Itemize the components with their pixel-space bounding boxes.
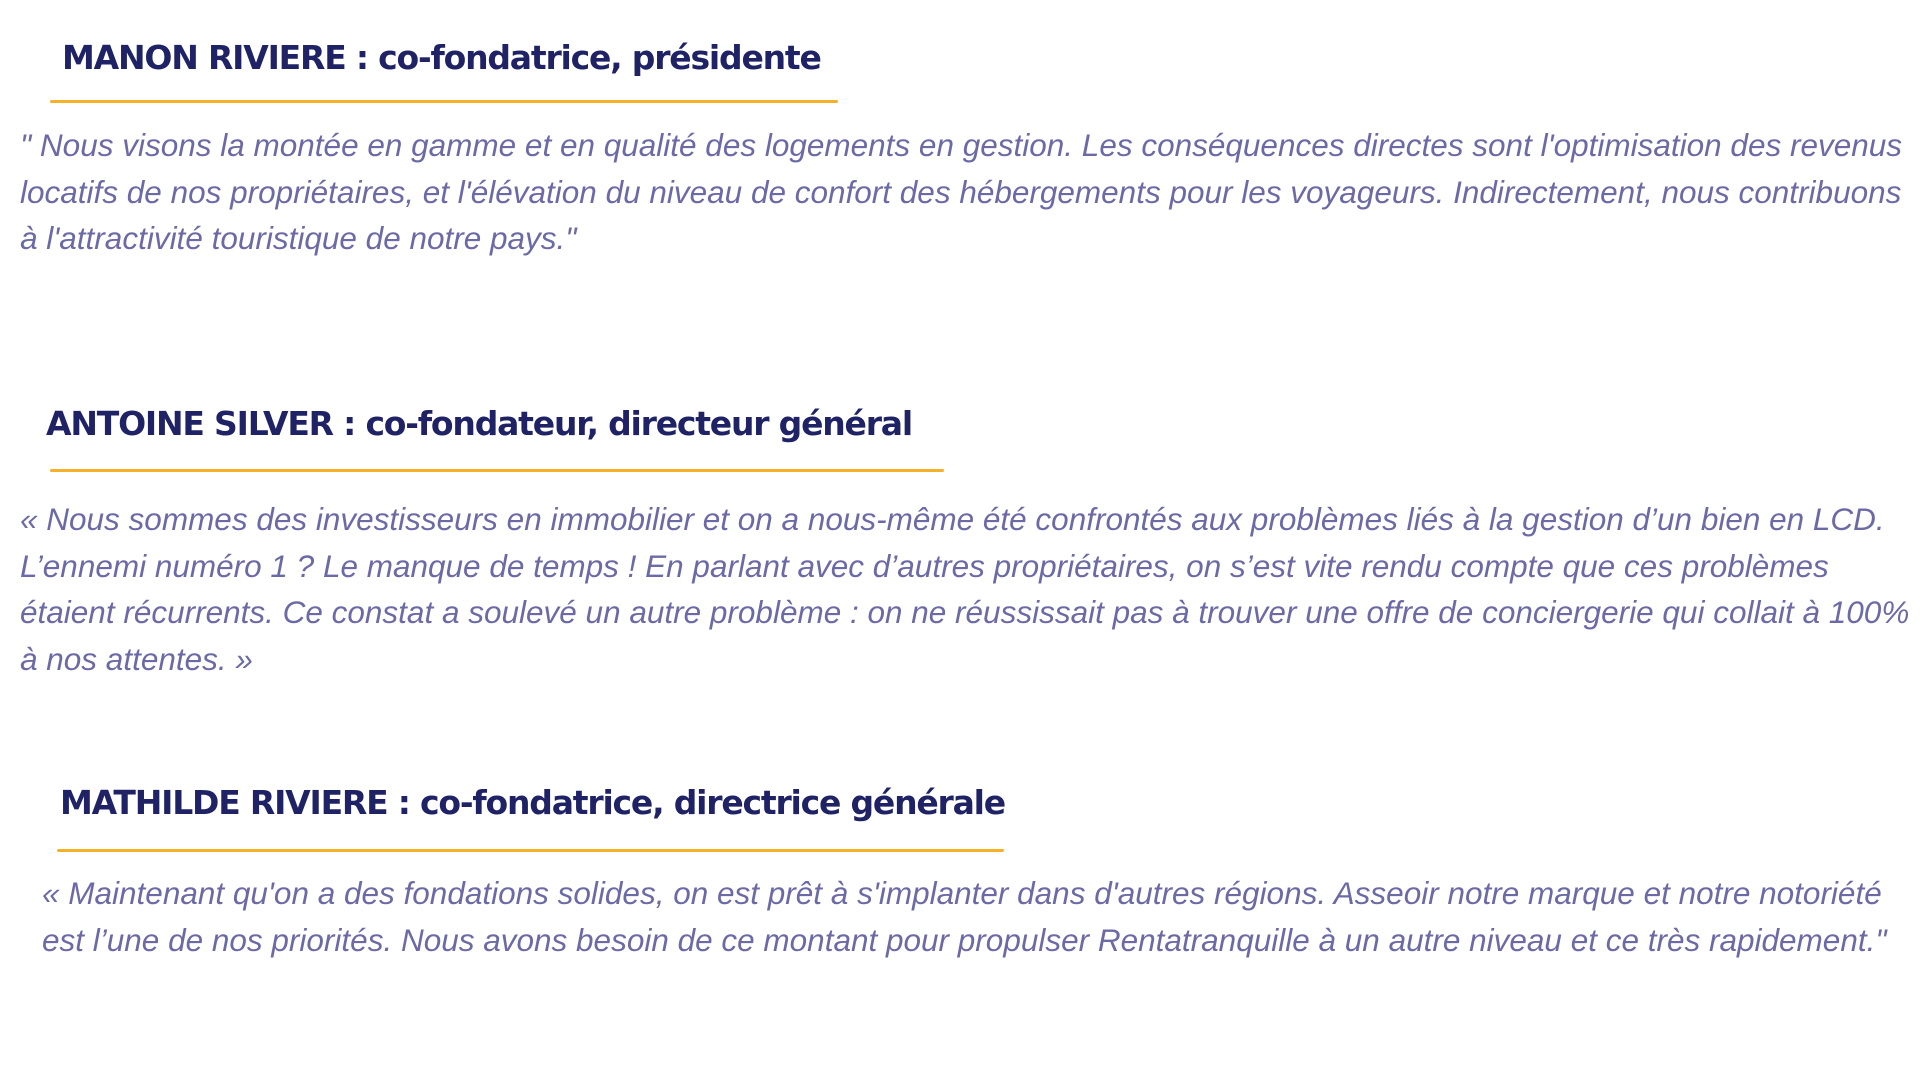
founder-heading-antoine: ANTOINE SILVER : co-fondateur, directeur général (46, 404, 912, 443)
founder-quote-antoine: « Nous sommes des investisseurs en immobilier et on a nous-même été confrontés aux problèmes liés à la gestion d’un bien en LCD. L’ennemi numéro 1 ? Le manque de temps ! En parlant avec d’autres propriétaires, on s’est vite rendu compte que ces problèmes étaient récurrents. Ce constat a soulevé un autre problème : on ne réussissait pas à trouver une offre de conciergerie qui collait à 100% à nos attentes. » (20, 501, 1910, 677)
heading-underline (50, 100, 838, 103)
heading-underline (50, 469, 944, 472)
founder-quote-manon: " Nous visons la montée en gamme et en qualité des logements en gestion. Les conséquences directes sont l'optimisation des revenus locatifs de nos propriétaires, et l'élévation du niveau de confort des hébergements pour les voyageurs. Indirectement, nous contribuons à l'attractivité touristique de notre pays." (20, 127, 1903, 256)
heading-underline (57, 849, 1004, 852)
founder-heading-mathilde: MATHILDE RIVIERE : co-fondatrice, directrice générale (60, 783, 1005, 822)
founder-heading-manon: MANON RIVIERE : co-fondatrice, présidente (62, 38, 821, 77)
founder-quote-mathilde: « Maintenant qu'on a des fondations solides, on est prêt à s'implanter dans d'autres régions. Asseoir notre marque et notre notoriété est l’une de nos priorités. Nous avons besoin de ce montant pour propulser Rentatranquille à un autre niveau et ce très rapidement." (42, 875, 1887, 958)
